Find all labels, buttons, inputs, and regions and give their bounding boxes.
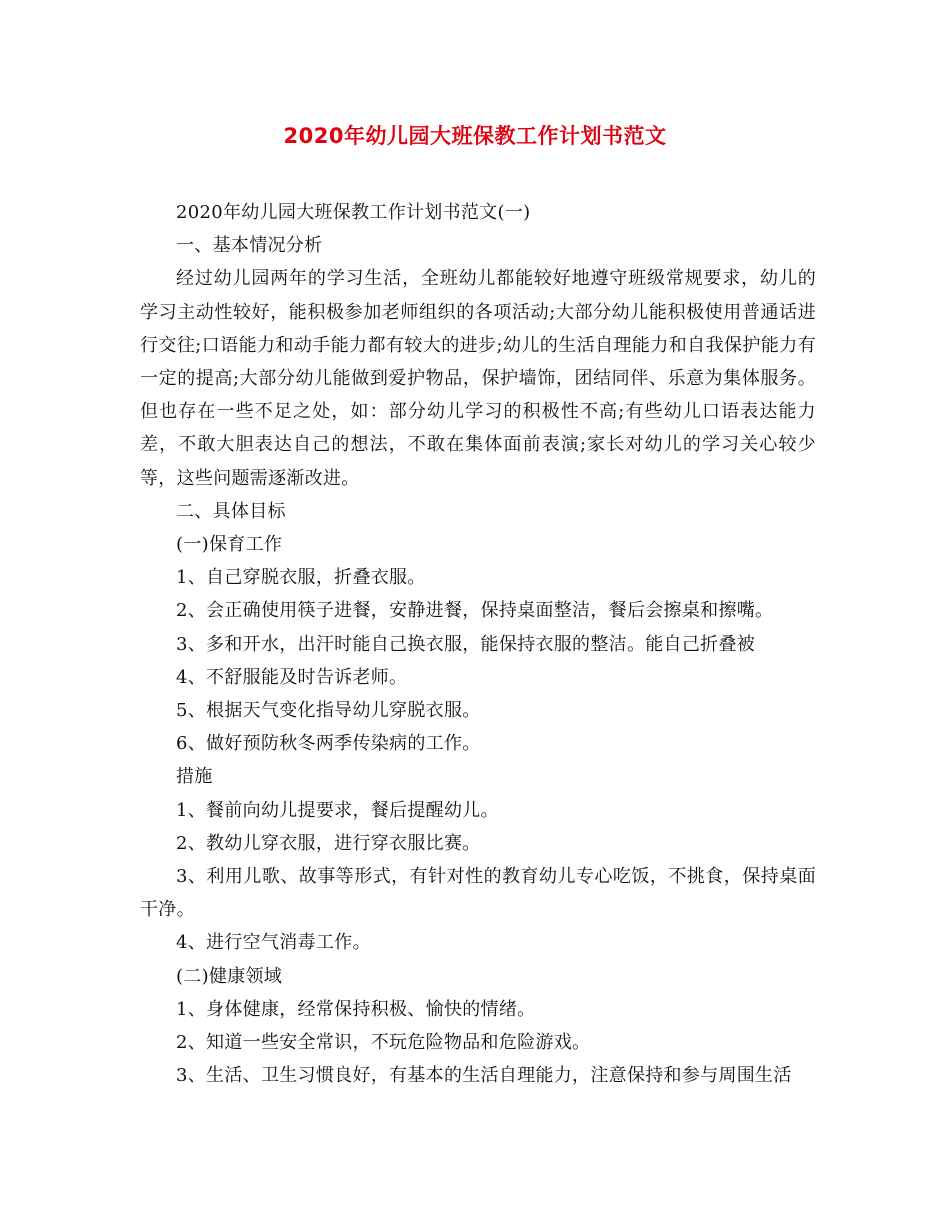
paragraph-heading-health: (二)健康领域 — [176, 965, 283, 987]
paragraph-section-heading: 2020年幼儿园大班保教工作计划书范文(一) — [176, 202, 531, 223]
list-item: 4、进行空气消毒工作。 — [176, 932, 371, 954]
paragraph-heading-basic-situation: 一、基本情况分析 — [176, 235, 323, 257]
list-item: 1、餐前向幼儿提要求，餐后提醒幼儿。 — [176, 799, 499, 821]
list-item: 2、会正确使用筷子进餐，安静进餐，保持桌面整洁，餐后会擦桌和擦嘴。 — [176, 600, 774, 622]
list-item: 2、知道一些安全常识，不玩危险物品和危险游戏。 — [176, 1032, 591, 1054]
document-body — [140, 196, 816, 1092]
list-item: 3、利用儿歌、故事等形式，有针对性的教育幼儿专心吃饭，不挑食，保持桌面干净。 — [140, 866, 816, 921]
paragraph-heading-measures: 措施 — [176, 766, 213, 788]
list-item: 6、做好预防秋冬两季传染病的工作。 — [176, 733, 481, 755]
paragraph-heading-goals: 二、具体目标 — [176, 500, 286, 522]
document-title: 2020年幼儿园大班保教工作计划书范文 — [283, 124, 667, 148]
paragraph-analysis: 经过幼儿园两年的学习生活，全班幼儿都能较好地遵守班级常规要求，幼儿的学习主动性较好，能积极参加老师组织的各项活动;大部分幼儿能积极使用普通话进行交往;口语能力和动手能力都有较大的进步;幼儿的生活自理能力和自我保护能力有一定的提高;大部分幼儿能做到爱护物品，保护墙饰，团结同伴、乐意为集体服务。但也存在一些不足之处，如：部分幼儿学习的积极性不高;有些幼儿口语表达能力差，不敢大胆表达自己的想法，不敢在集体面前表演;家长对幼儿的学习关心较少等，这些问题需逐渐改进。 — [140, 268, 816, 489]
paragraph-heading-care-work: (一)保育工作 — [176, 534, 283, 556]
list-item: 3、多和开水，出汗时能自己换衣服，能保持衣服的整洁。能自己折叠被 — [176, 633, 756, 655]
list-item: 1、身体健康，经常保持积极、愉快的情绪。 — [176, 998, 536, 1020]
list-item: 2、教幼儿穿衣服，进行穿衣服比赛。 — [176, 832, 481, 854]
list-item: 5、根据天气变化指导幼儿穿脱衣服。 — [176, 700, 481, 722]
list-item: 3、生活、卫生习惯良好，有基本的生活自理能力，注意保持和参与周围生活 — [176, 1065, 792, 1087]
list-item: 1、自己穿脱衣服，折叠衣服。 — [176, 567, 426, 589]
list-item: 4、不舒服能及时告诉老师。 — [176, 666, 408, 688]
